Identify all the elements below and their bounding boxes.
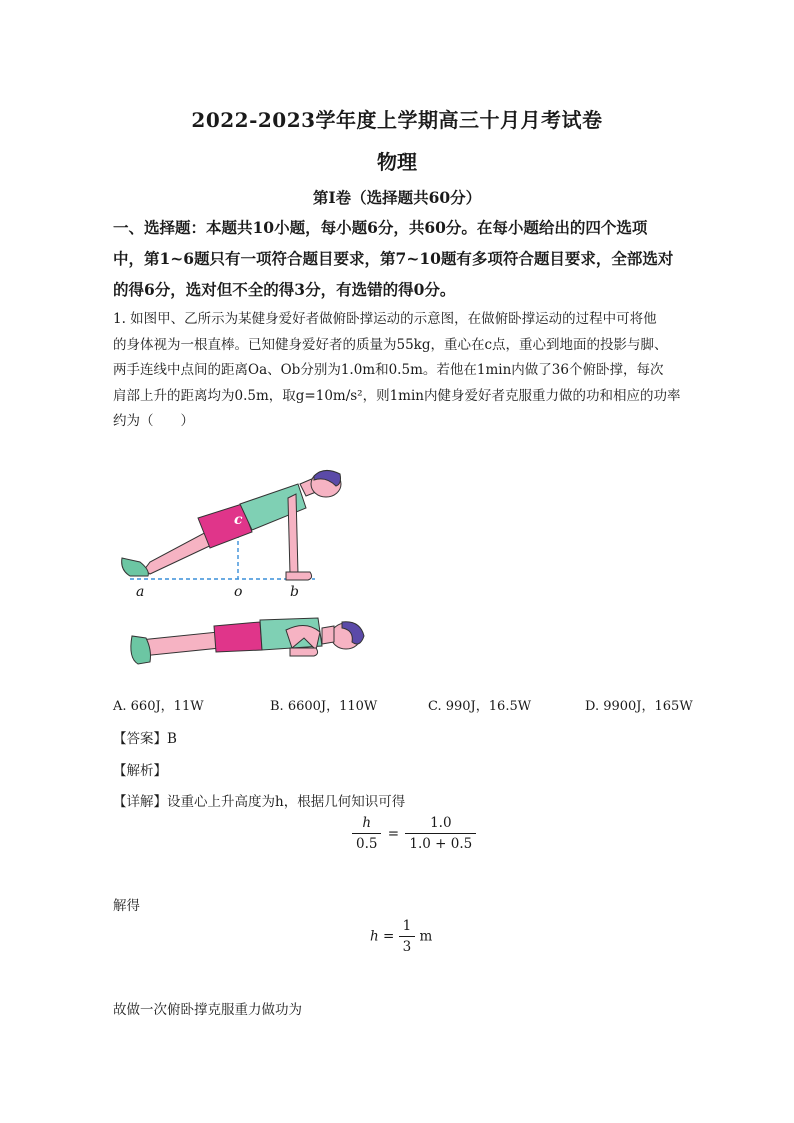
label-a: a: [136, 584, 145, 600]
equation-2: [370, 918, 432, 955]
analysis-line: 【解析】: [113, 763, 167, 779]
eq2-unit: m: [419, 928, 433, 945]
eq1-left-fraction: [352, 815, 381, 852]
eq1-left-den: 0.5: [352, 833, 381, 852]
option-d: D. 9900J，165W: [585, 699, 693, 714]
eq1-right-num: 1.0: [430, 815, 452, 831]
eq1-left-num: h: [362, 815, 372, 831]
pushup-down-illustration: [131, 618, 364, 664]
pushup-up-illustration: [122, 470, 341, 600]
answer-line: 【答案】B: [113, 731, 177, 747]
option-a: A. 660J，11W: [113, 699, 204, 714]
question-1-text: [113, 307, 693, 435]
section-line-1: 一、选择题：本题共10小题，每小题6分，共60分。在每小题给出的四个选项: [113, 218, 648, 237]
eq2-den: 3: [399, 936, 416, 955]
section-instructions: [113, 212, 693, 305]
last-line: 故做一次俯卧撑克服重力做功为: [113, 1002, 302, 1018]
q1-line-1: 1. 如图甲、乙所示为某健身爱好者做俯卧撑运动的示意图，在做俯卧撑运动的过程中可将他: [113, 311, 657, 327]
option-b: B. 6600J，110W: [270, 699, 378, 714]
label-b: b: [290, 584, 299, 600]
label-o: o: [234, 584, 243, 600]
solve-line: 解得: [113, 898, 140, 914]
eq2-fraction: [399, 918, 416, 955]
subject-title: 物理: [377, 150, 417, 174]
exam-title: 2022-2023学年度上学期高三十月月考试卷: [191, 108, 603, 132]
q1-line-4: 肩部上升的距离均为0.5m，取g=10m/s²，则1min内健身爱好者克服重力做的功和相应的功率: [113, 387, 681, 404]
label-c: c: [234, 512, 243, 528]
detail-line: 【详解】设重心上升高度为h，根据几何知识可得: [113, 794, 406, 810]
section-line-3: 的得6分，选对但不全的得3分，有选错的得0分。: [113, 280, 456, 299]
eq1-equals: =: [387, 825, 400, 842]
section-line-2: 中，第1~6题只有一项符合题目要求，第7~10题有多项符合题目要求，全部选对: [113, 249, 674, 268]
pushup-figure: [110, 462, 390, 682]
equation-1: [352, 815, 476, 852]
eq2-num: 1: [402, 918, 412, 934]
q1-line-3: 两手连线中点间的距离Oa、Ob分别为1.0m和0.5m。若他在1min内做了36个俯卧撑，每次: [113, 362, 664, 378]
eq1-right-fraction: [405, 815, 476, 852]
q1-line-2: 的身体视为一根直棒。已知健身爱好者的质量为55kg，重心在c点，重心到地面的投影与脚、: [113, 336, 668, 353]
part-title: 第Ⅰ卷（选择题共60分）: [312, 188, 482, 207]
eq2-left: h =: [370, 928, 395, 945]
q1-line-5: 约为（ ）: [113, 413, 194, 429]
eq1-right-den: 1.0 + 0.5: [405, 833, 476, 852]
option-c: C. 990J，16.5W: [428, 699, 532, 714]
